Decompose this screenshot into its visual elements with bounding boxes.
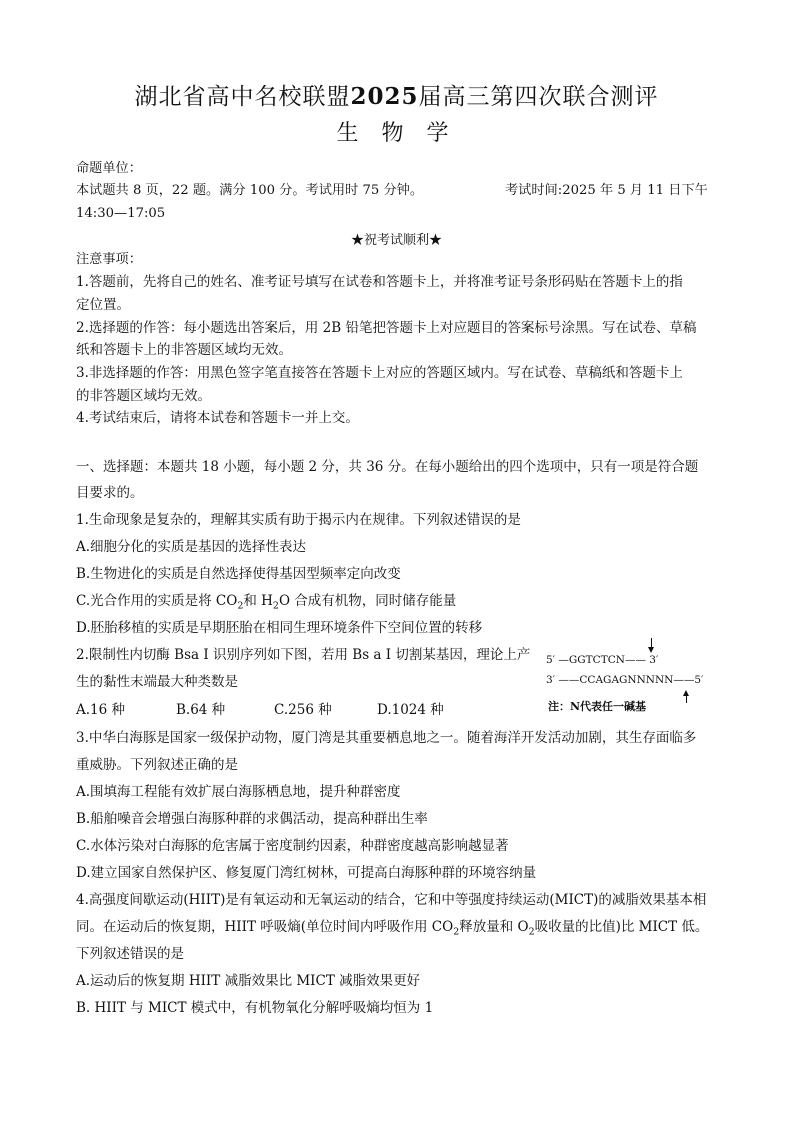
cut-arrow-top-icon — [648, 647, 654, 653]
section-heading-cont: 目要求的。 — [76, 485, 144, 501]
q1-stem: 1.生命现象是复杂的，理解其实质有助于揭示内在规律。下列叙述错误的是 — [76, 512, 521, 528]
subject-title: 生 物 学 — [336, 121, 457, 146]
notice-item-2-cont: 纸和答题卡上的非答题区域均无效。 — [76, 342, 292, 358]
q3-stem-cont: 重威胁。下列叙述正确的是 — [76, 757, 238, 773]
q2-stem: 2.限制性内切酶 Bsa I 识别序列如下图，若用 Bs a I 切割某基因，理论上产 — [76, 647, 531, 663]
exam-time-label: 考试时间:2025 年 5 月 11 日下午 — [505, 183, 708, 198]
q4-option-a: A.运动后的恢复期 HIIT 减脂效果比 MICT 减脂效果更好 — [76, 973, 421, 989]
q2-option-b: B.64 种 — [176, 702, 226, 718]
q2-option-c: C.256 种 — [274, 702, 332, 718]
sequence-bottom-strand: 3′ ——CCAGAGNNNNN——5′ — [546, 674, 704, 686]
q2-option-d: D.1024 种 — [377, 702, 444, 718]
cut-arrow-bottom-shaft — [686, 695, 687, 703]
q4-stem-cont-2: 下列叙述错误的是 — [76, 946, 184, 962]
notice-item-3-cont: 的非答题区域均无效。 — [76, 388, 211, 404]
q4-stem: 4.高强度间歇运动(HIIT)是有氧运动和无氧运动的结合，它和中等强度持续运动(MICT)的减脂效果基本相 — [76, 892, 707, 908]
notice-item-4: 4.考试结束后，请将本试卷和答题卡一并上交。 — [76, 410, 359, 426]
q4-option-b: B. HIIT 与 MICT 模式中，有机物氧化分解呼吸熵均恒为 1 — [76, 1000, 434, 1016]
notice-item-1-cont: 定位置。 — [76, 297, 130, 313]
q2-stem-cont: 生的黏性末端最大种类数是 — [76, 674, 238, 690]
q3-option-c: C.水体污染对白海豚的危害属于密度制约因素，种群密度越高影响越显著 — [76, 838, 509, 854]
notice-item-1: 1.答题前，先将自己的姓名、准考证号填写在试卷和答题卡上，并将准考证号条形码贴在答题卡上的指 — [76, 274, 683, 290]
exam-description: 本试题共 8 页，22 题。满分 100 分。考试用时 75 分钟。 — [76, 183, 424, 198]
q3-option-a: A.围填海工程能有效扩展白海豚栖息地，提升种群密度 — [76, 784, 401, 800]
q3-stem: 3.中华白海豚是国家一级保护动物，厦门湾是其重要栖息地之一。随着海洋开发活动加剧，其生存面临多 — [76, 730, 697, 746]
q1-option-a: A.细胞分化的实质是基因的选择性表达 — [76, 539, 307, 555]
q1-option-c: C.光合作用的实质是将 $CO_2$和 $H_2O$ 合成有机物，同时储存能量 — [76, 593, 457, 612]
sequence-note: 注：N代表任一碱基 — [548, 700, 647, 713]
notice-item-3: 3.非选择题的作答：用黑色签字笔直接答在答题卡上对应的答题区域内。写在试卷、草稿纸和答题卡上 — [76, 365, 683, 381]
notice-item-2: 2.选择题的作答：每小题选出答案后，用 2B 铅笔把答题卡上对应题目的答案标号涂黑。写在试卷、草稿 — [76, 320, 697, 336]
q4-stem-cont: 同。在运动后的恢复期，HIIT 呼吸熵(单位时间内呼吸作用 $CO_2$释放量和 $O_2$吸收量的比值)比 MICT 低。 — [76, 919, 709, 938]
q2-option-a: A.16 种 — [76, 702, 126, 718]
sequence-top-strand: 5′ —GGTCTCN—— 3′ — [546, 654, 659, 666]
exam-time-range: 14:30—17:05 — [76, 206, 166, 221]
exam-title: 湖北省高中名校联盟2025届高三第四次联合测评 — [134, 83, 659, 110]
q1-option-b: B.生物进化的实质是自然选择使得基因型频率定向改变 — [76, 566, 401, 582]
q3-option-d: D.建立国家自然保护区、修复厦门湾红树林，可提高白海豚种群的环境容纳量 — [76, 865, 537, 881]
good-luck-banner: ★祝考试顺利★ — [350, 233, 442, 248]
q1-option-d: D.胚胎移植的实质是早期胚胎在相同生理环境条件下空间位置的转移 — [76, 620, 483, 636]
unit-label: 命题单位： — [76, 161, 142, 176]
q3-option-b: B.船舶噪音会增强白海豚种群的求偶活动，提高种群出生率 — [76, 811, 428, 827]
section-heading: 一、选择题：本题共 18 小题，每小题 2 分，共 36 分。在每小题给出的四个选项中，只有一项是符合题 — [76, 459, 699, 475]
notice-heading: 注意事项： — [76, 252, 142, 267]
